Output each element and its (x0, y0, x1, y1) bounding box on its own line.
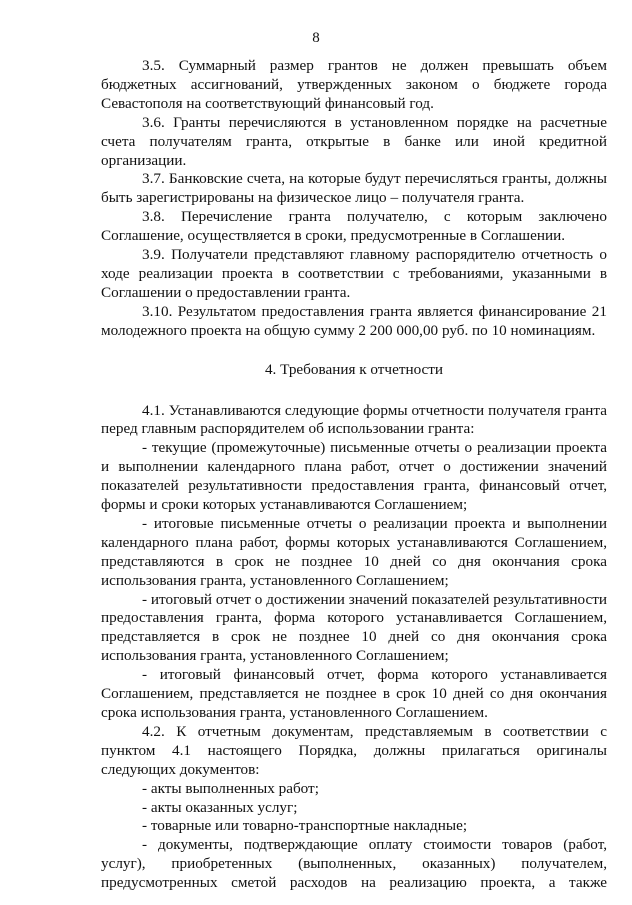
list-item: - итоговый финансовый отчет, форма которого устанавливается Соглашением, представляется не позднее в срок 10 дней со дня окончания срока использования гранта, установленного Соглашением. (101, 666, 607, 721)
paragraph-3-8: 3.8. Перечисление гранта получателю, с которым заключено Соглашение, осуществляется в сроки, предусмотренные в Соглашении. (101, 208, 607, 245)
list-item: - акты выполненных работ; (142, 779, 319, 797)
paragraph-4-1: 4.1. Устанавливаются следующие формы отчетности получателя гранта перед главным распорядителем об использовании гранта: (101, 401, 607, 438)
page-number: 8 (312, 30, 320, 46)
paragraph-3-5: 3.5. Суммарный размер грантов не должен превышать объем бюджетных ассигнований, утвержденных законом о бюджете города Севастополя на соответствующий финансовый год. (101, 57, 607, 112)
list-item: - товарные или товарно-транспортные накладные; (142, 817, 468, 835)
paragraph-3-7: 3.7. Банковские счета, на которые будут перечисляться гранты, должны быть зарегистрированы на физическое лицо – получателя гранта. (101, 170, 607, 207)
paragraph-3-6: 3.6. Гранты перечисляются в установленном порядке на расчетные счета получателям гранта, открытые в банке или иной кредитной организации. (101, 113, 607, 169)
list-item: - акты оказанных услуг; (142, 798, 298, 816)
document-body (101, 57, 607, 893)
list-item: - итоговые письменные отчеты о реализации проекта и выполнении календарного плана работ, формы которых устанавливаются Соглашением, представляются в срок не позднее 10 дней со дня окончания срока использования гранта, установленного Соглашением; (101, 514, 607, 589)
paragraph-3-9: 3.9. Получатели представляют главному распорядителю отчетность о ходе реализации проекта в соответствии с требованиями, указанными в Соглашении о предоставлении гранта. (101, 246, 607, 301)
section-heading: 4. Требования к отчетности (264, 360, 444, 378)
list-item: - итоговый отчет о достижении значений показателей результативности предоставления гранта, форма которого устанавливается Соглашением, представляется в срок не позднее 10 дней со дня окончания срока использования гранта, установленного Соглашением; (101, 590, 607, 665)
list-item: - текущие (промежуточные) письменные отчеты о реализации проекта и выполнении календарного плана работ, отчет о достижении значений показателей результативности предоставления гранта, финансовый отчет, формы и сроки которых устанавливаются Соглашением; (101, 439, 607, 514)
paragraph-4-2: 4.2. К отчетным документам, представляемым в соответствии с пунктом 4.1 настоящего Порядка, должны прилагаться оригиналы следующих документов: (101, 722, 607, 778)
list-item: - документы, подтверждающие оплату стоимости товаров (работ, услуг), приобретенных (выполненных, оказанных) получателем, предусмотренных сметой расходов на реализацию проекта, а также (101, 836, 607, 892)
paragraph-3-10: 3.10. Результатом предоставления гранта является финансирование 21 молодежного проекта на общую сумму 2 200 000,00 руб. по 10 номинациям. (101, 302, 607, 339)
